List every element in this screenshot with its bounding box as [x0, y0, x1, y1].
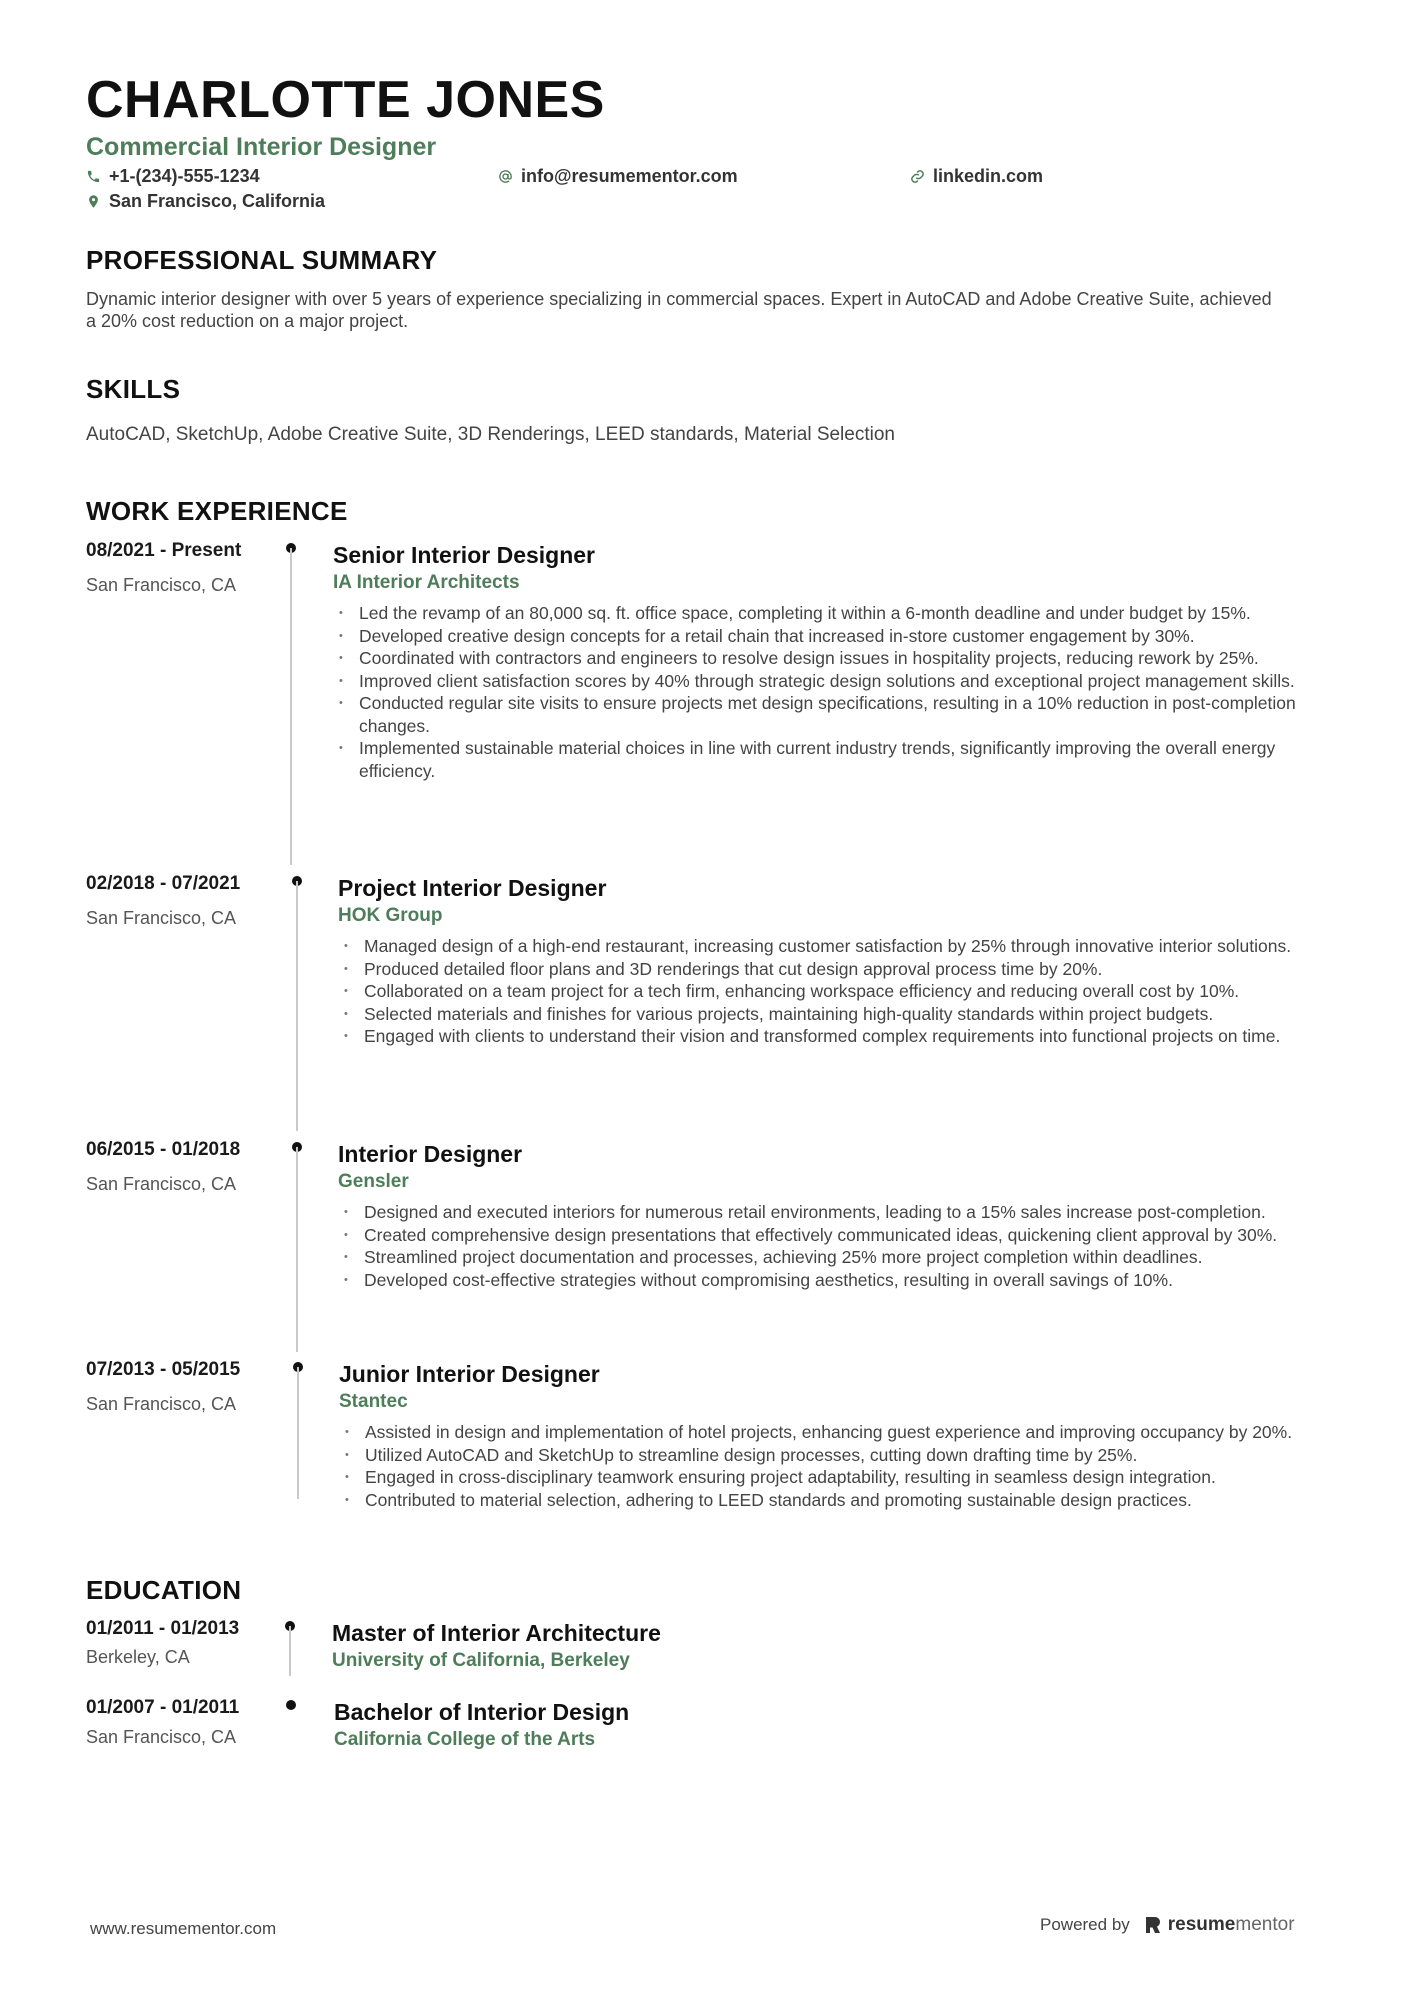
bullet-item: • Coordinated with contractors and engineers to resolve design issues in hospitality projects, reducing rework by 25%. — [333, 647, 1323, 670]
education-entry — [86, 1618, 1330, 1688]
education-location: Berkeley, CA — [86, 1647, 190, 1667]
bullet-item: • Developed creative design concepts for a retail chain that increased in-store customer engagement by 30%. — [333, 625, 1323, 648]
candidate-name: CHARLOTTE JONES — [86, 71, 605, 129]
timeline-line — [290, 548, 292, 865]
company-name: Stantec — [339, 1391, 408, 1412]
bullet-item: • Assisted in design and implementation of hotel projects, enhancing guest experience and improving occupancy by 20%. — [339, 1421, 1329, 1444]
bullet-item: • Engaged with clients to understand their vision and transformed complex requirements into functional projects on time. — [338, 1025, 1328, 1048]
linkedin-text[interactable]: linkedin.com — [933, 166, 1044, 186]
linkedin-contact[interactable] — [910, 166, 1043, 187]
phone-text: +1-(234)-555-1234 — [109, 166, 260, 186]
job-content — [338, 1139, 1328, 1291]
at-icon — [498, 169, 513, 184]
job-content — [339, 1359, 1329, 1511]
footer-branding — [1040, 1914, 1295, 1936]
email-contact[interactable] — [498, 166, 738, 187]
company-name: IA Interior Architects — [333, 572, 520, 593]
job-dates: 06/2015 - 01/2018 — [86, 1139, 241, 1160]
job-bullets — [338, 935, 1328, 1048]
timeline-line — [296, 1147, 298, 1352]
experience-heading: WORK EXPERIENCE — [86, 496, 348, 526]
job-content — [338, 873, 1328, 1048]
education-entry — [86, 1697, 1330, 1767]
timeline-dot — [286, 1700, 296, 1710]
bullet-item: • Utilized AutoCAD and SketchUp to streamline design processes, cutting down drafting time by 25%. — [339, 1444, 1329, 1467]
skills-text: AutoCAD, SketchUp, Adobe Creative Suite, 3D Renderings, LEED standards, Material Selection — [86, 424, 895, 445]
education-location: San Francisco, CA — [86, 1727, 237, 1747]
school-name: California College of the Arts — [334, 1729, 596, 1750]
education-dates: 01/2011 - 01/2013 — [86, 1618, 240, 1639]
bullet-item: • Produced detailed floor plans and 3D renderings that cut design approval process time by 20%. — [338, 958, 1328, 981]
job-entry — [86, 1139, 1330, 1351]
job-entry — [86, 1359, 1330, 1549]
job-bullets — [339, 1421, 1329, 1511]
timeline-line — [289, 1626, 291, 1676]
job-location: San Francisco, CA — [86, 1174, 237, 1194]
bullet-item: • Selected materials and finishes for various projects, maintaining high-quality standards within project budgets. — [338, 1003, 1328, 1026]
job-entry — [86, 540, 1330, 865]
company-name: Gensler — [338, 1171, 409, 1192]
bullet-item: • Implemented sustainable material choices in line with current industry trends, significantly improving the overall energy efficiency. — [333, 737, 1323, 782]
bullet-item: • Conducted regular site visits to ensure projects met design specifications, resulting in a 10% reduction in post-completion changes. — [333, 692, 1323, 737]
education-dates: 01/2007 - 01/2011 — [86, 1697, 240, 1718]
timeline-line — [297, 1367, 299, 1499]
resumementor-logo-icon — [1144, 1915, 1162, 1935]
degree-title: Master of Interior Architecture — [332, 1620, 661, 1646]
job-entry — [86, 873, 1330, 1133]
job-title: Interior Designer — [338, 1141, 523, 1167]
bullet-item: • Contributed to material selection, adhering to LEED standards and promoting sustainable design practices. — [339, 1489, 1329, 1512]
education-content — [334, 1697, 1324, 1759]
summary-heading: PROFESSIONAL SUMMARY — [86, 245, 438, 275]
location-text: San Francisco, California — [109, 191, 326, 211]
company-name: HOK Group — [338, 905, 443, 926]
location-contact — [86, 191, 325, 212]
location-pin-icon — [86, 194, 101, 209]
job-location: San Francisco, CA — [86, 908, 237, 928]
phone-contact — [86, 166, 260, 187]
brand-part-1: resume — [1167, 1914, 1236, 1935]
bullet-item: • Led the revamp of an 80,000 sq. ft. office space, completing it within a 6-month deadline and under budget by 15%. — [333, 602, 1323, 625]
job-content — [333, 540, 1323, 782]
skills-heading: SKILLS — [86, 374, 181, 404]
education-content — [332, 1618, 1322, 1680]
education-heading: EDUCATION — [86, 1575, 242, 1605]
bullet-item: • Collaborated on a team project for a tech firm, enhancing workspace efficiency and reducing overall cost by 10%. — [338, 980, 1328, 1003]
job-title: Senior Interior Designer — [333, 542, 596, 568]
email-text[interactable]: info@resumementor.com — [521, 166, 738, 186]
job-dates: 08/2021 - Present — [86, 540, 242, 561]
powered-by-label: Powered by — [1040, 1915, 1130, 1934]
job-dates: 07/2013 - 05/2015 — [86, 1359, 241, 1380]
candidate-role: Commercial Interior Designer — [86, 133, 437, 161]
job-location: San Francisco, CA — [86, 1394, 237, 1414]
bullet-item: • Managed design of a high-end restaurant, increasing customer satisfaction by 25% through innovative interior solutions. — [338, 935, 1328, 958]
footer-website[interactable]: www.resumementor.com — [90, 1919, 277, 1938]
job-bullets — [338, 1201, 1328, 1291]
link-icon — [910, 169, 925, 184]
bullet-item: • Streamlined project documentation and processes, achieving 25% more project completion within deadlines. — [338, 1246, 1328, 1269]
bullet-item: • Created comprehensive design presentations that effectively communicated ideas, quickening client approval by 30%. — [338, 1224, 1328, 1247]
job-location: San Francisco, CA — [86, 575, 237, 595]
school-name: University of California, Berkeley — [332, 1650, 630, 1671]
job-title: Project Interior Designer — [338, 875, 607, 901]
degree-title: Bachelor of Interior Design — [334, 1699, 630, 1725]
phone-icon — [86, 169, 101, 184]
bullet-item: • Improved client satisfaction scores by 40% through strategic design solutions and exceptional project management skills. — [333, 670, 1323, 693]
job-dates: 02/2018 - 07/2021 — [86, 873, 241, 894]
job-bullets — [333, 602, 1323, 782]
timeline-line — [296, 881, 298, 1131]
summary-text: Dynamic interior designer with over 5 years of experience specializing in commercial spaces. Expert in AutoCAD and Adobe Creative Suite, achieved a 20% cost reduction on a major project. — [86, 289, 1272, 331]
bullet-item: • Designed and executed interiors for numerous retail environments, leading to a 15% sales increase post-completion. — [338, 1201, 1328, 1224]
bullet-item: • Engaged in cross-disciplinary teamwork ensuring project adaptability, resulting in seamless design integration. — [339, 1466, 1329, 1489]
job-title: Junior Interior Designer — [339, 1361, 600, 1387]
brand-part-2: mentor — [1235, 1914, 1295, 1935]
brand-logo[interactable] — [1144, 1914, 1295, 1936]
bullet-item: • Developed cost-effective strategies without compromising aesthetics, resulting in overall savings of 10%. — [338, 1269, 1328, 1292]
